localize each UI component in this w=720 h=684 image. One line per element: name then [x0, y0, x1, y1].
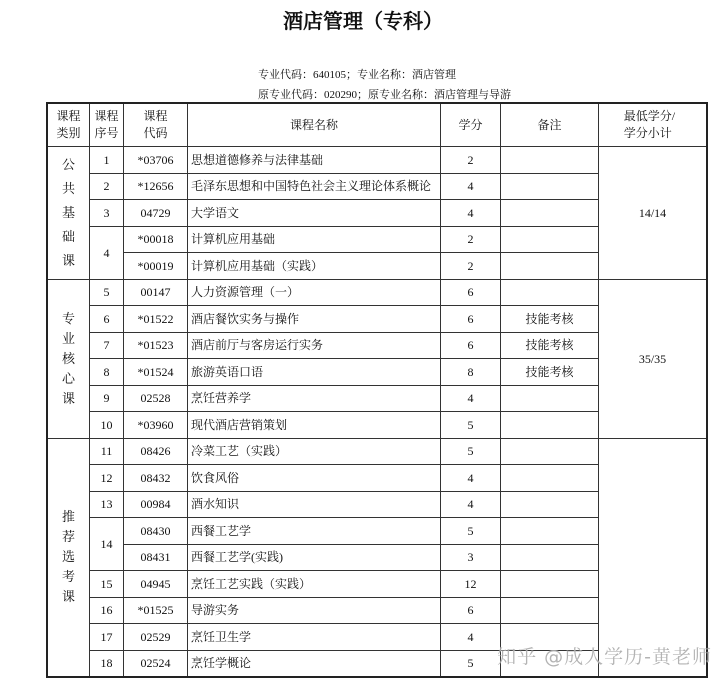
course-code-cell: 02528 [124, 386, 187, 412]
remarks-cell [501, 412, 598, 438]
course-name-cell: 毛泽东思想和中国特色社会主义理论体系概论 [188, 174, 440, 200]
credits-cell: 5 [441, 651, 500, 677]
major-info-line: 专业代码：640105；专业名称：酒店管理 [258, 69, 456, 81]
course-name-cell: 烹饪卫生学 [188, 624, 440, 650]
course-number-cell: 12 [90, 465, 123, 491]
course-number-cell: 8 [90, 359, 123, 385]
course-name-cell: 烹饪工艺实践（实践） [188, 571, 440, 597]
header-number [90, 104, 123, 146]
remarks-cell [501, 439, 598, 465]
remarks-cell [501, 386, 598, 412]
min-credits-cell: 14/14 [599, 147, 706, 279]
course-number-cell: 2 [90, 174, 123, 200]
course-number-cell: 4 [90, 227, 123, 279]
course-code-cell: *00018 [124, 227, 187, 253]
remarks-cell [501, 492, 598, 518]
course-name-cell: 饮食风俗 [188, 465, 440, 491]
course-code-cell: 04945 [124, 571, 187, 597]
course-name-cell: 西餐工艺学 [188, 518, 440, 544]
course-code-cell: 00147 [124, 280, 187, 306]
category-label: 推荐选考课 [61, 509, 75, 605]
course-code-cell: 08426 [124, 439, 187, 465]
course-number-cell: 13 [90, 492, 123, 518]
course-name-cell: 计算机应用基础（实践） [188, 253, 440, 279]
course-name-cell: 冷菜工艺（实践） [188, 439, 440, 465]
credits-cell: 2 [441, 147, 500, 173]
course-number-cell: 6 [90, 306, 123, 332]
credits-cell: 4 [441, 200, 500, 226]
course-name-cell: 计算机应用基础 [188, 227, 440, 253]
course-name-cell: 酒店餐饮实务与操作 [188, 306, 440, 332]
remarks-cell [501, 465, 598, 491]
credits-cell: 4 [441, 465, 500, 491]
remarks-cell [501, 147, 598, 173]
course-code-cell: 02524 [124, 651, 187, 677]
credits-cell: 3 [441, 545, 500, 571]
remarks-cell [501, 227, 598, 253]
course-code-cell: *01522 [124, 306, 187, 332]
header-name: 课程名称 [188, 104, 440, 146]
remarks-cell [501, 174, 598, 200]
min-credits-cell: 35/35 [599, 280, 706, 438]
course-number-cell: 7 [90, 333, 123, 359]
remarks-cell: 技能考核 [501, 333, 598, 359]
course-number-cell: 15 [90, 571, 123, 597]
credits-cell: 5 [441, 412, 500, 438]
course-number-cell: 9 [90, 386, 123, 412]
remarks-cell [501, 253, 598, 279]
course-number-cell: 16 [90, 598, 123, 624]
header-min-credits [599, 104, 706, 146]
credits-cell: 8 [441, 359, 500, 385]
course-code-cell: 08431 [124, 545, 187, 571]
course-number-cell: 3 [90, 200, 123, 226]
remarks-cell: 技能考核 [501, 306, 598, 332]
header-min-credits-label: 最低学分/学分小计 [623, 109, 676, 140]
course-number-cell: 1 [90, 147, 123, 173]
credits-cell: 2 [441, 253, 500, 279]
course-number-cell: 11 [90, 439, 123, 465]
min-credits-cell [599, 439, 706, 677]
course-code-cell: 00984 [124, 492, 187, 518]
course-code-cell: 02529 [124, 624, 187, 650]
credits-cell: 6 [441, 280, 500, 306]
course-code-cell: *12656 [124, 174, 187, 200]
header-remarks: 备注 [501, 104, 598, 146]
course-code-cell: *01523 [124, 333, 187, 359]
course-name-cell: 酒水知识 [188, 492, 440, 518]
course-name-cell: 烹饪学概论 [188, 651, 440, 677]
credits-cell: 4 [441, 174, 500, 200]
category-label: 专业核心课 [61, 310, 75, 406]
course-name-cell: 导游实务 [188, 598, 440, 624]
category-cell [48, 439, 89, 677]
course-code-cell: *03960 [124, 412, 187, 438]
header-credits: 学分 [441, 104, 500, 146]
course-code-cell: 08430 [124, 518, 187, 544]
credits-cell: 4 [441, 386, 500, 412]
credits-cell: 6 [441, 306, 500, 332]
course-name-cell: 思想道德修养与法律基础 [188, 147, 440, 173]
former-major-info-line: 原专业代码：020290；原专业名称：酒店管理与导游 [258, 89, 511, 101]
course-name-cell: 酒店前厅与客房运行实务 [188, 333, 440, 359]
course-number-cell: 17 [90, 624, 123, 650]
category-cell [48, 147, 89, 279]
course-number-cell: 5 [90, 280, 123, 306]
course-name-cell: 人力资源管理（一） [188, 280, 440, 306]
watermark: 知乎 @成人学历-黄老师 [497, 646, 712, 668]
remarks-cell [501, 545, 598, 571]
course-name-cell: 西餐工艺学(实践) [188, 545, 440, 571]
remarks-cell [501, 598, 598, 624]
course-code-cell: *01524 [124, 359, 187, 385]
remarks-cell [501, 200, 598, 226]
course-name-cell: 大学语文 [188, 200, 440, 226]
remarks-cell [501, 571, 598, 597]
course-number-cell: 10 [90, 412, 123, 438]
course-name-cell: 烹饪营养学 [188, 386, 440, 412]
course-number-cell: 14 [90, 518, 123, 570]
course-code-cell: *00019 [124, 253, 187, 279]
course-number-cell: 18 [90, 651, 123, 677]
header-number-label: 课程序号 [94, 109, 119, 140]
course-name-cell: 现代酒店营销策划 [188, 412, 440, 438]
credits-cell: 2 [441, 227, 500, 253]
header-code [124, 104, 187, 146]
course-name-cell: 旅游英语口语 [188, 359, 440, 385]
course-code-cell: *01525 [124, 598, 187, 624]
header-code-label: 课程代码 [143, 109, 168, 140]
remarks-cell: 技能考核 [501, 359, 598, 385]
remarks-cell [501, 518, 598, 544]
page-title: 酒店管理（专科） [283, 11, 443, 33]
header-category-label: 课程类别 [56, 109, 81, 140]
header-category [48, 104, 89, 146]
credits-cell: 6 [441, 598, 500, 624]
course-code-cell: *03706 [124, 147, 187, 173]
credits-cell: 6 [441, 333, 500, 359]
credits-cell: 12 [441, 571, 500, 597]
credits-cell: 4 [441, 492, 500, 518]
curriculum-table [46, 102, 708, 678]
remarks-cell [501, 280, 598, 306]
course-code-cell: 04729 [124, 200, 187, 226]
category-cell [48, 280, 89, 438]
credits-cell: 5 [441, 439, 500, 465]
credits-cell: 5 [441, 518, 500, 544]
course-code-cell: 08432 [124, 465, 187, 491]
credits-cell: 4 [441, 624, 500, 650]
category-label: 公共基础课 [61, 156, 75, 268]
